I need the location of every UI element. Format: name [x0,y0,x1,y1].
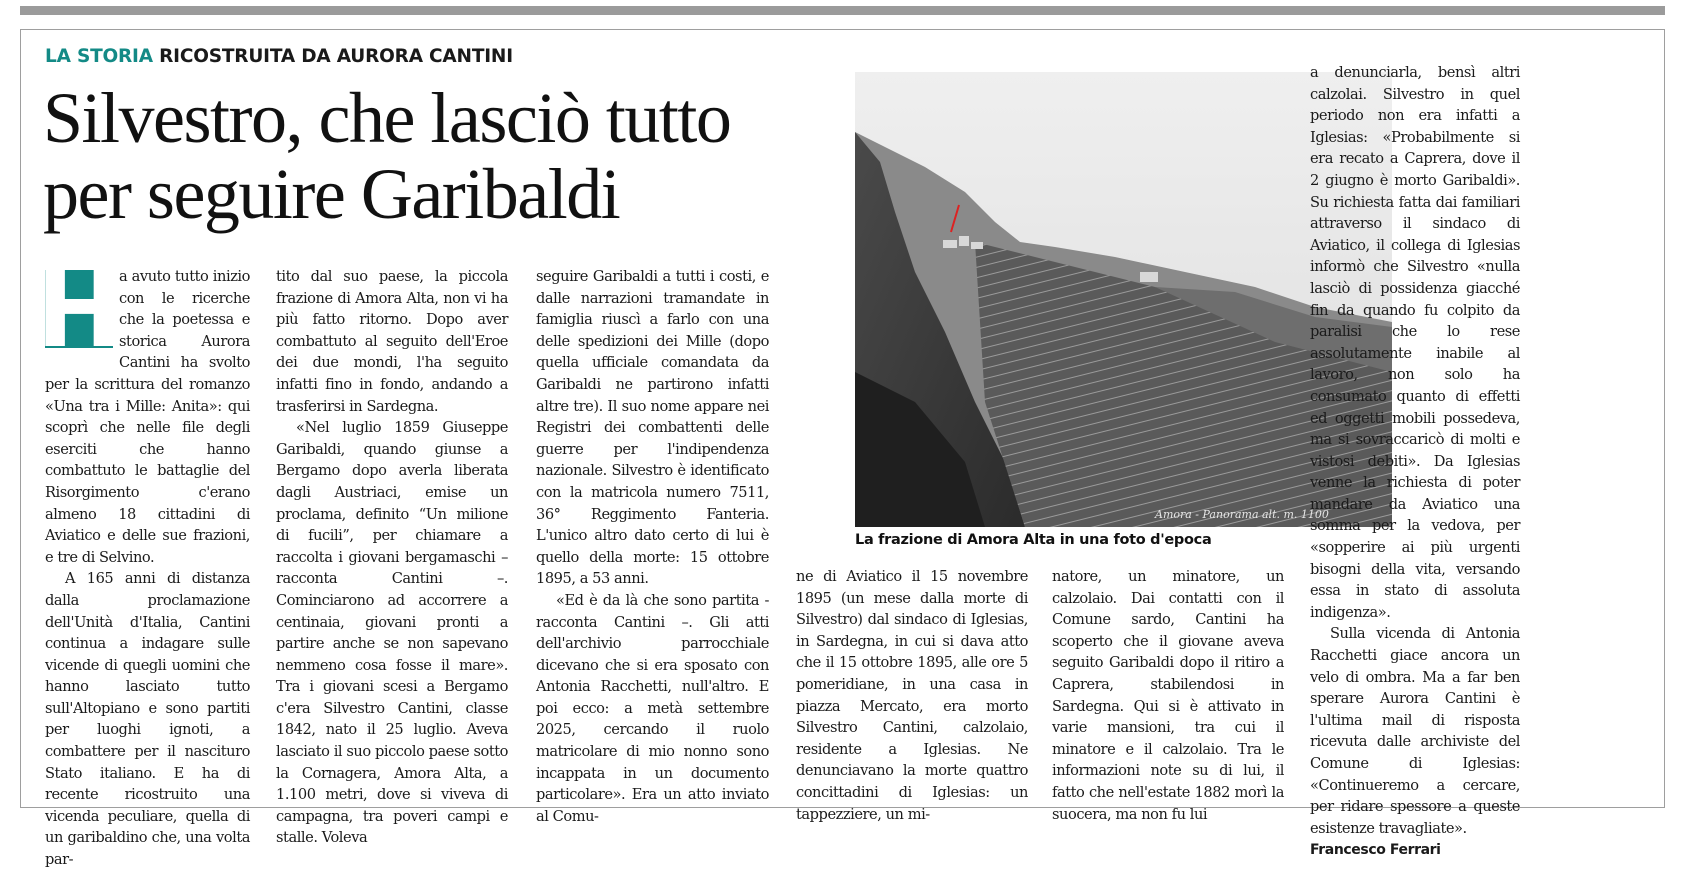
paragraph: seguire Garibaldi a tutti i costi, e dalle narrazioni tramandate in famiglia riuscì a farlo con una delle spedizioni dei Mille (dopo quella ufficiale comandata da Garibaldi ne partirono infatti altre tre). Il suo nome appare nei Registri dei combattenti delle guerre per l'indipendenza nazionale. Silvestro è identificato con la matricola numero 7511, 36° Reggimento Fanteria. L'unico altro dato certo di lui è quello della morte: 15 ottobre 1895, a 53 anni. [536,268,769,588]
author-byline: Francesco Ferrari [1310,842,1441,859]
paragraph: ne di Aviatico il 15 novembre 1895 (un mese dalla morte di Silvestro) dal sindaco di Iglesias, in Sardegna, in cui si dava atto che il 15 ottobre 1895, alle ore 5 pomeridiane, in una casa in piazza Mercato, era morto Silvestro Cantini, calzolaio, residente a Iglesias. Ne denunciavano la morte quattro concittadini di Iglesias: un tappezziere, un mi- [796,568,1028,823]
kicker-rest: RICOSTRUITA DA AURORA CANTINI [159,46,513,67]
dropcap-letter: H [35,249,123,371]
kicker [45,46,513,67]
paragraph: «Nel luglio 1859 Giuseppe Garibaldi, quando giunse a Bergamo dopo averla liberata dagli Austriaci, emise un proclama, definito “Un milione di fucili”, per chiamare a raccolta i giovani bergamaschi – racconta Cantini –. Cominciarono ad accorrere a centinaia, giovani pronti a partire anche se non sapevano nemmeno cosa fosse il mare». Tra i giovani scesi a Bergamo c'era Silvestro Cantini, classe 1842, nato il 25 luglio. Aveva lasciato il suo piccolo paese sotto la Cornagera, Amora Alta, a 1.100 metri, dove si viveva di campagna, tra poveri campi e stalle. Voleva [276,419,508,847]
photo-caption: La frazione di Amora Alta in una foto d'epoca [855,532,1212,548]
paragraph-text: a avuto tutto inizio con le ricerche che la poetessa e storica Aurora Cantini ha svolto per la scrittura del romanzo «Una tra i Mille: Anita»: qui scoprì che nelle file degli eserciti che hanno combattuto le battaglie del Risorgimento c'erano almeno 18 cittadini di Aviatico e delle sue frazioni, e tre di Selvino. [45,268,250,566]
dropcap [35,249,123,371]
column-6 [1310,62,1520,862]
paragraph: A 165 anni di distanza dalla proclamazione dell'Unità d'Italia, Cantini continua a indagare sulle vicende di quegli uomini che hanno lasciato tutto sull'Altopiano e sono partiti per luoghi ignoti, a combattere per il nascituro Stato italiano. E ha di recente ricostruito una vicenda peculiare, quella di un garibaldino che, una volta par- [45,570,250,869]
headline: Silvestro, che lasciò tutto per seguire Garibaldi [43,78,731,234]
column-2 [276,266,508,849]
column-5 [1052,566,1284,825]
top-rule [20,6,1665,15]
paragraph: «Ed è da là che sono partita - racconta Cantini –. Gli atti dell'archivio parrocchiale dicevano che si era sposato con Antonia Racchetti, null'altro. E poi ecco: a metà settembre 2025, cercando il ruolo matricolare di mio nonno sono incappata in un documento particolare». Era un atto inviato al Comu- [536,591,769,825]
kicker-accent: LA STORIA [45,46,153,67]
paragraph: Sulla vicenda di Antonia Racchetti giace ancora un velo di ombra. Ma a far ben sperare Aurora Cantini è l'ultima mail di risposta ricevuta dalle archiviste del Comune di Iglesias: «Continueremo a cercare, per ridare spessore a queste esistenze travagliate». [1310,625,1520,837]
paragraph [35,249,250,568]
column-3 [536,266,769,827]
column-4 [796,566,1028,825]
paragraph: a denunciarla, bensì altri calzolai. Silvestro in quel periodo non era infatti a Iglesias: «Probabilmente si era recato a Caprera, dove il 2 giugno è morto Garibaldi». Su richiesta fatta dai familiari attraverso il sindaco di Aviatico, il collega di Iglesias informò che Silvestro «nulla lasciò di possidenza giacché fin da quando fu colpito da paralisi che lo rese assolutamente inabile al lavoro, non solo ha consumato quanto di effetti ed oggetti mobili possedeva, ma si sovraccaricò di molti e vistosi debiti». Da Iglesias venne la richiesta di poter mandare da Aviatico una somma per la vedova, per «sopperire ai più urgenti bisogni della vita, versando essa in stato di assoluta indigenza». [1310,64,1520,621]
paragraph: natore, un minatore, un calzolaio. Dai contatti con il Comune sardo, Cantini ha scoperto che il giovane aveva seguito Garibaldi dopo il ritiro a Caprera, stabilendosi in Sardegna. Qui si è attivato in varie mansioni, tra cui il minatore e il calzolaio. Tra le informazioni note su di lui, il fatto che nell'estate 1882 morì la suocera, ma non fu lui [1052,568,1284,823]
column-1 [35,249,250,871]
paragraph: tito dal suo paese, la piccola frazione di Amora Alta, non vi ha più fatto ritorno. Dopo aver combattuto al seguito dell'Eroe dei due mondi, l'ha seguito infatti fino in fondo, andando a trasferirsi in Sardegna. [276,268,508,415]
photo-inscription: Amora - Panorama alt. m. 1100 [1155,508,1329,521]
